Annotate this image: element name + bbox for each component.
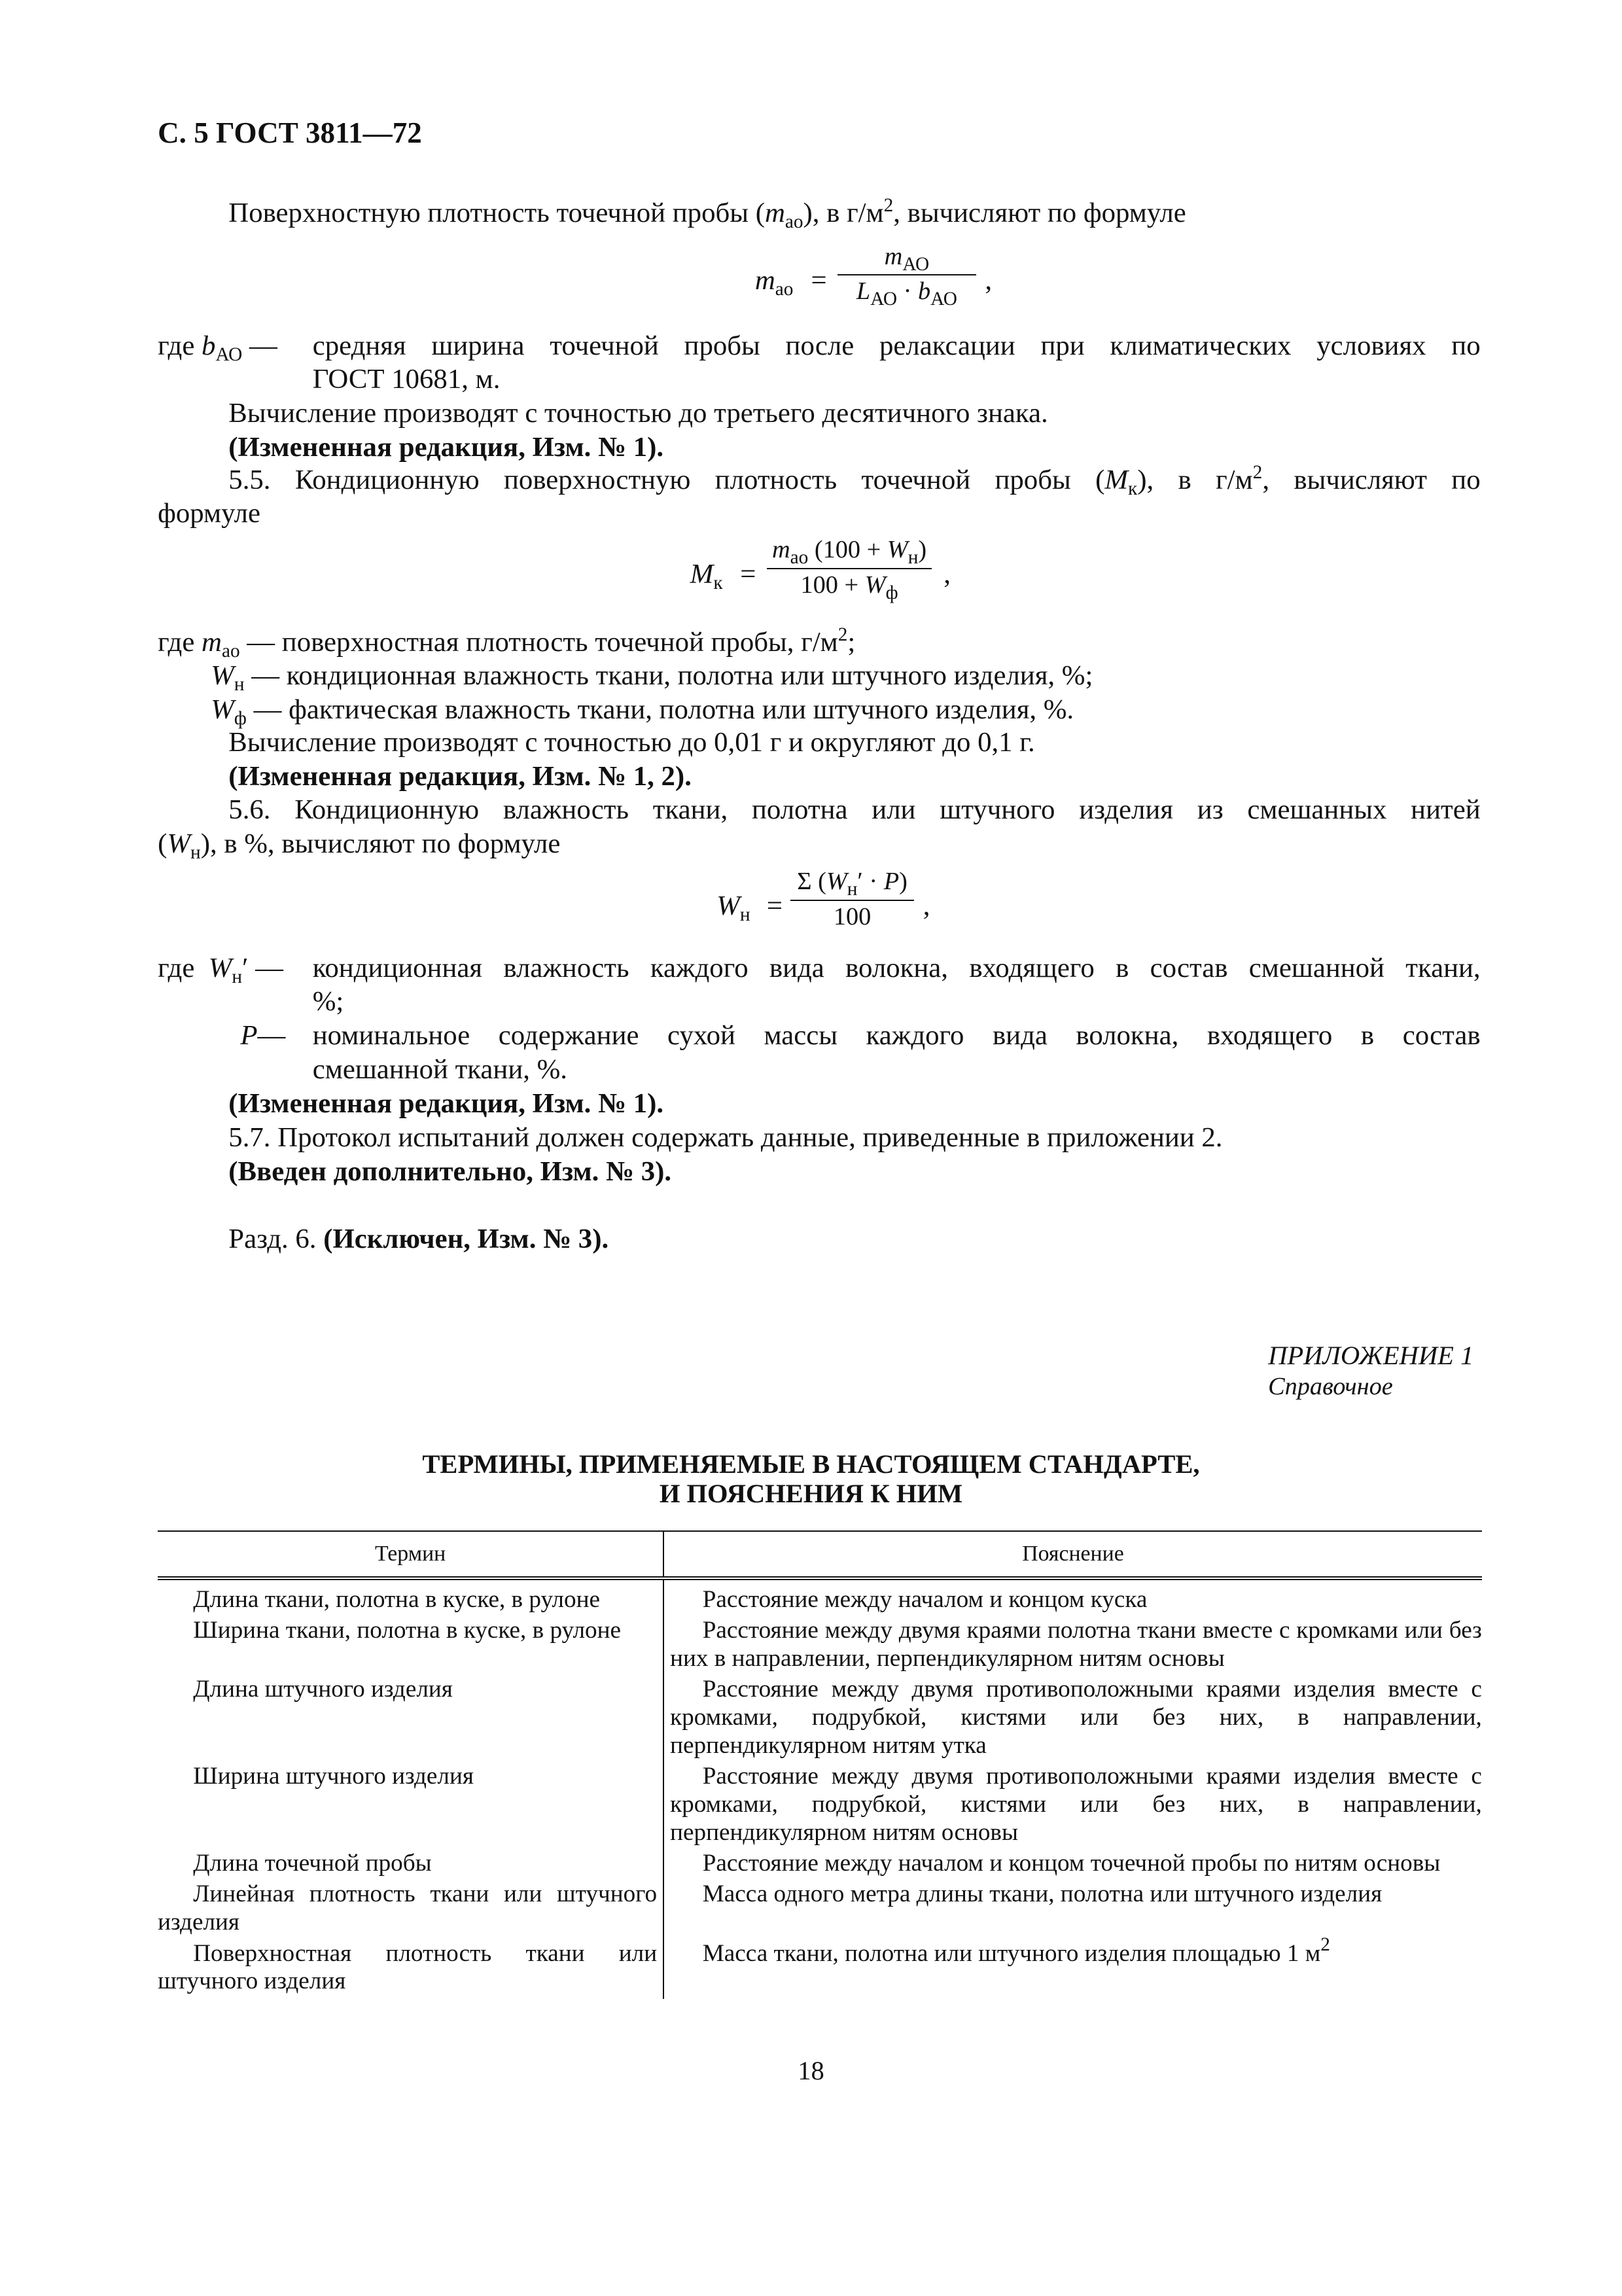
table-row xyxy=(158,1881,1482,1939)
paragraph-surface-density: Поверхностную плотность точечной пробы $(m_{ао})$, в $г/м^2$, вычисляют по формуле xyxy=(228,194,1186,232)
section-5-5-line2: формуле xyxy=(158,498,260,529)
definition-b-ao-line2: ГОСТ 10681, м. xyxy=(312,364,501,395)
term-cell: Длина точечной пробы xyxy=(158,1850,663,1881)
amendment-note-2: (Измененная редакция, Изм. № 1, 2). xyxy=(228,760,692,792)
column-header-term: Термин xyxy=(158,1531,663,1578)
term-cell: Длина ткани, полотна в куске, в рулоне xyxy=(158,1578,663,1617)
definition-p-line1: номинальное содержание сухой массы каждого вида волокна, входящего в состав xyxy=(312,1020,1481,1051)
page-header: С. 5 ГОСТ 3811—72 xyxy=(158,116,422,150)
term-cell: Линейная плотность ткани или штучного изделия xyxy=(158,1881,663,1939)
section-5-6-line2: $(W_н)$, в %, вычисляют по формуле xyxy=(158,828,561,864)
formula-lhs: $m_{ао}$ xyxy=(754,265,794,300)
calc-precision-1: Вычисление производят с точностью до третьего десятичного знака. xyxy=(228,398,1048,429)
explanation-cell: Расстояние между началом и концом точечной пробы по нитям основы xyxy=(702,1850,1441,1877)
page-number: 18 xyxy=(798,2056,824,2086)
calc-precision-2: Вычисление производят с точностью до 0,01 г и округляют до 0,1 г. xyxy=(228,726,1035,758)
definition-w-n-prime-line2: %; xyxy=(312,986,344,1017)
table-row xyxy=(158,1617,1482,1676)
term-cell: Ширина штучного изделия xyxy=(158,1763,663,1850)
explanation-cell: Расстояние между двумя краями полотна ткани вместе с кромками или без них в направлении, перпендикулярном нитям основы xyxy=(670,1617,1482,1672)
explanation-cell: Расстояние между началом и концом куска xyxy=(702,1585,1148,1613)
document-page: С. 5 ГОСТ 3811—72 Поверхностную плотность точечной пробы $(m_{ао})$, в $г/м^2$, вычисляют по формуле $m_{ао}$ = $m_{АО}$ $L_{АО} \cdot b_{АО}$ , где $b_{АО}$ — средняя ширина точечной пробы после релаксации при климатических условиях по ГОСТ 10681, м. Вычисление производят с точностью до третьего десятичного знака. (Измененная редакция, Изм. № 1). 5.5. Кондиционную поверхностную плотность точечной пробы $(M_к)$, в $г/м^2$, вычисляют по формуле $M_к$ = $m_{ао}$ $(100 + W_н)$ $100 + W_ф$ , где $m_{ао}$ — поверхностная плотность точечной пробы, $г/м^2$; $W_н$ — кондиционная влажность ткани, полотна или штучного изделия, %; $W_ф$ — фактическая влажность ткани, полотна или штучного изделия, %. Вычисление производят с точностью до 0,01 г и округляют до 0,1 г. (Измененная редакция, Изм. № 1, 2). 5.6. Кондиционную влажность ткани, полотна или штучного изделия из смешанных нитей $(W_н)$, в %, вычисляют по формуле $W_н$ = Σ $(W_н' \cdot P)$ 100 , где $W_н'$ — кондиционная влажность каждого вида волокна, входящего в состав смешанной ткани, %; P— номинальное содержание сухой массы каждого вида волокна, входящего в состав смешанной ткани, %. (Измененная редакция, Изм. № 1). 5.7. Протокол испытаний должен содержать данные, приведенные в приложении 2. (Введен дополнительно, Изм. № 3). Разд. 6. (Исключен, Изм. № 3). ПРИЛОЖЕНИЕ 1 Справочное ТЕРМИНЫ, ПРИМЕНЯЕМЫЕ В НАСТОЯЩЕМ СТАНДАРТЕ, И ПОЯСНЕНИЯ К НИМ Термин Пояснение Длина ткани, полотна в куске, в рулоне Расстояние между началом и концом куска Ширина ткани, полотна в куске, в рулоне Расстояние между двумя краями полотна ткани вместе с кромками или без них в направлении, перпендикулярном нитям основы Длина штучного изделия Расстояние между двумя противоположными краями изделия вместе с кромками, подрубкой, кистями или без них, в направлении, перпендикулярном нитям утка Ширина штучного изделия Расстояние между двумя противоположными краями изделия вместе с кромками, подрубкой, кистями или без них, в направлении, перпендикулярном нитям основы Длина точечной пробы Расстояние между началом и концом точечной пробы по нитям основы Линейная плотность ткани или штучного изделия Масса одного метра длины ткани, полотна или штучного изделия Поверхностная плотность ткани или штучного изделия Масса ткани, полотна или штучного изделия площадью 1 $м^2$ 18 xyxy=(0,0,1622,2296)
term-cell: Длина штучного изделия xyxy=(158,1676,663,1763)
explanation-cell: Расстояние между двумя противоположными краями изделия вместе с кромками, подрубкой, кистями или без них, в направлении, перпендикулярном нитям утка xyxy=(670,1676,1482,1759)
where-w-n: $W_н$ — кондиционная влажность ткани, полотна или штучного изделия, %; xyxy=(211,660,1093,696)
appendix-subtitle: Справочное xyxy=(1268,1372,1393,1400)
where-m-ao: где $m_{ао}$ — поверхностная плотность точечной пробы, $г/м^2$; xyxy=(158,624,856,662)
formula-fraction: $m_{АО}$ $L_{АО} \cdot b_{АО}$ xyxy=(837,242,976,307)
table-row xyxy=(158,1578,1482,1617)
table-row xyxy=(158,1676,1482,1763)
explanation-cell: Расстояние между двумя противоположными краями изделия вместе с кромками, подрубкой, кистями или без них, в направлении, перпендикулярном нитям основы xyxy=(670,1763,1482,1846)
where-w-n-prime-label: где $W_н'$ — xyxy=(158,952,283,987)
column-header-explanation: Пояснение xyxy=(663,1531,1482,1578)
table-row xyxy=(158,1940,1482,1999)
definition-p-line2: смешанной ткани, %. xyxy=(312,1054,567,1086)
terms-table xyxy=(158,1530,1482,1998)
section-5-6-line1: 5.6. Кондиционную влажность ткани, полотна или штучного изделия из смешанных нитей xyxy=(228,794,1481,826)
appendix-title: ПРИЛОЖЕНИЕ 1 xyxy=(1268,1341,1474,1371)
section-5-7: 5.7. Протокол испытаний должен содержать данные, приведенные в приложении 2. xyxy=(228,1122,1223,1153)
section-5-5-line1: 5.5. Кондиционную поверхностную плотность точечной пробы $(M_к)$, в $г/м^2$, вычисляют по xyxy=(228,461,1481,499)
explanation-cell: Масса ткани, полотна или штучного изделия площадью 1 $м^2$ xyxy=(702,1934,1330,1967)
term-cell: Поверхностная плотность ткани или штучного изделия xyxy=(158,1940,663,1999)
table-row xyxy=(158,1850,1482,1881)
where-label: где $b_{АО}$ — xyxy=(158,330,277,365)
definition-b-ao-line1: средняя ширина точечной пробы после релаксации при климатических условиях по xyxy=(312,330,1481,361)
where-w-f: $W_ф$ — фактическая влажность ткани, полотна или штучного изделия, %. xyxy=(211,694,1074,730)
term-cell: Ширина ткани, полотна в куске, в рулоне xyxy=(158,1617,663,1676)
amendment-note-4: (Введен дополнительно, Изм. № 3). xyxy=(228,1156,672,1187)
amendment-note-1: (Измененная редакция, Изм. № 1). xyxy=(228,432,664,463)
table-header-row xyxy=(158,1531,1482,1578)
explanation-cell: Масса одного метра длины ткани, полотна или штучного изделия xyxy=(702,1881,1383,1908)
section-title: ТЕРМИНЫ, ПРИМЕНЯЕМЫЕ В НАСТОЯЩЕМ СТАНДАРТЕ, И ПОЯСНЕНИЯ К НИМ xyxy=(422,1449,1200,1509)
section-6-note: Разд. 6. (Исключен, Изм. № 3). xyxy=(228,1224,609,1255)
where-p-label: P— xyxy=(240,1020,286,1051)
amendment-note-3: (Измененная редакция, Изм. № 1). xyxy=(228,1087,664,1119)
table-row xyxy=(158,1763,1482,1850)
definition-w-n-prime-line1: кондиционная влажность каждого вида волокна, входящего в состав смешанной ткани, xyxy=(312,952,1481,983)
